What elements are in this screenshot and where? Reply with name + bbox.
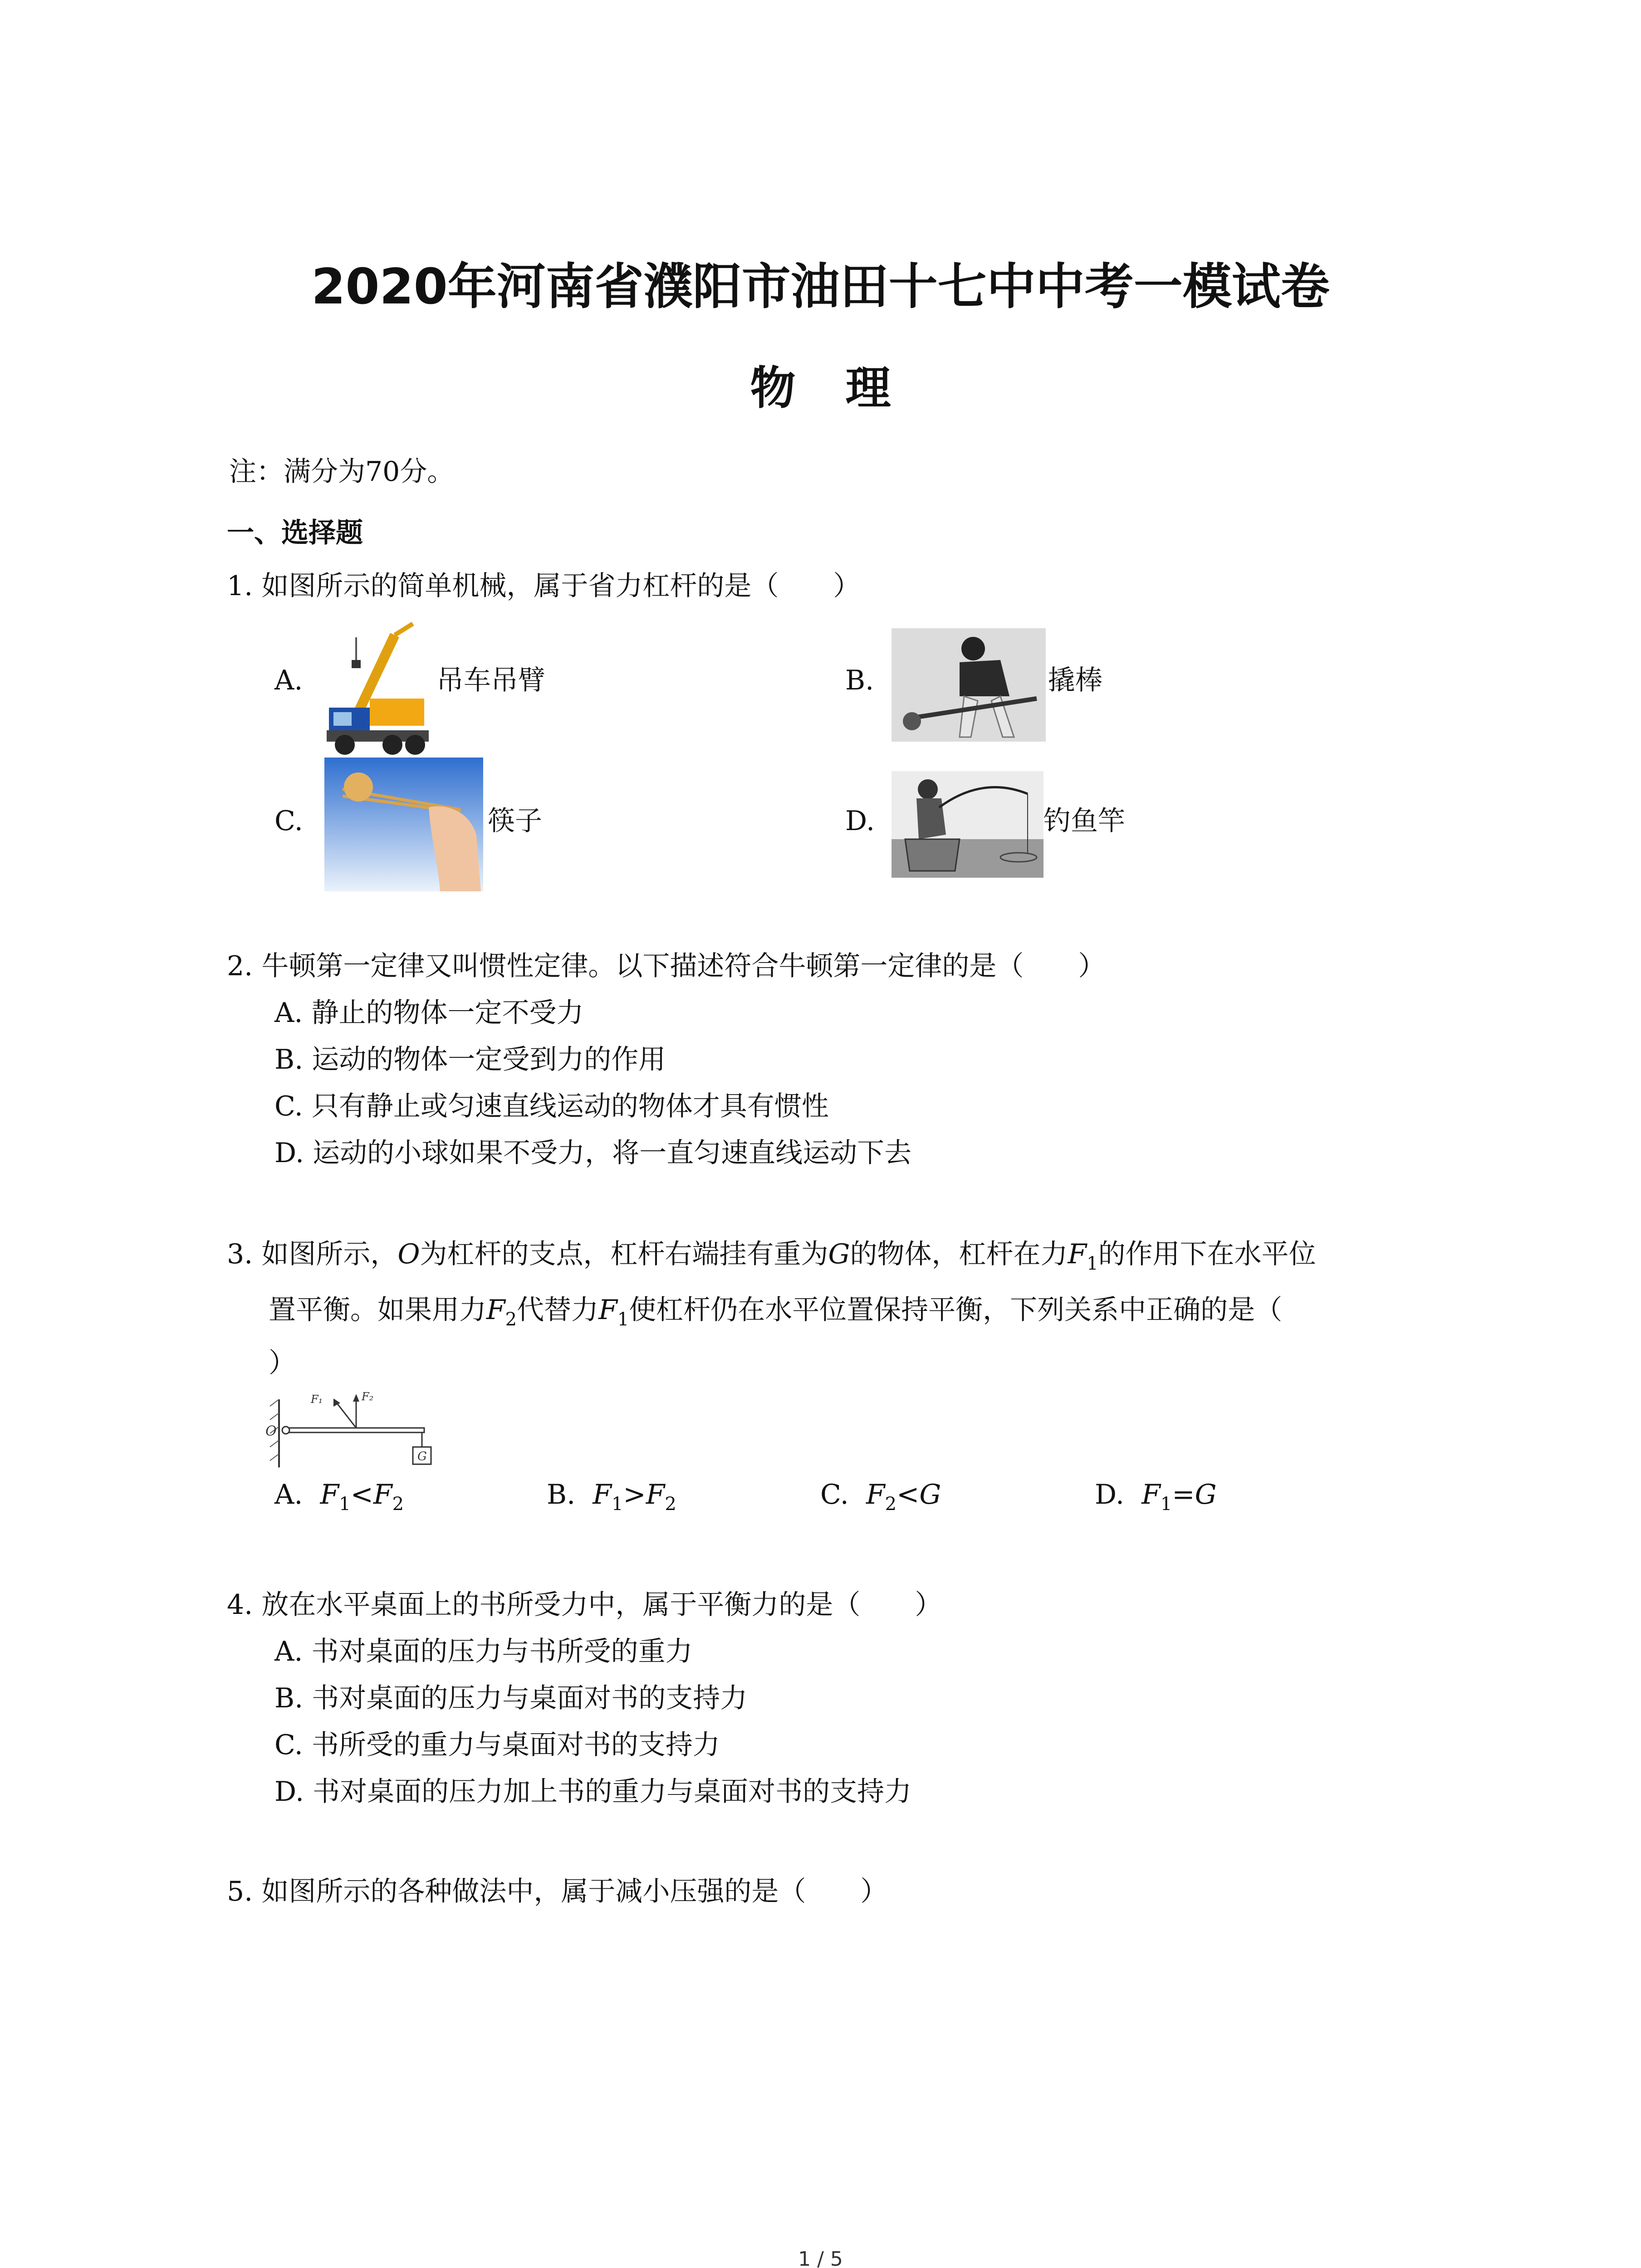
q3-line-1: 3. 如图所示，O为杠杆的支点，杠杆右端挂有重为G的物体，杠杆在力$F_1$的作用下在水平位 [227, 1238, 1316, 1274]
q2-option-d: D. 运动的小球如果不受力，将一直匀速直线运动下去 [274, 1137, 912, 1169]
q3-line-2: 置平衡。如果用力$F_2$代替力$F_1$使杠杆仍在水平位置保持平衡，下列关系中正确的是（ [269, 1294, 1283, 1330]
score-note: 注：满分为70分。 [229, 456, 455, 488]
q1-option-c-letter: C. [274, 805, 303, 837]
q1-option-b-text: 撬棒 [1048, 665, 1102, 696]
q4-option-c: C. 书所受的重力与桌面对书的支持力 [274, 1729, 720, 1761]
q2-option-b: B. 运动的物体一定受到力的作用 [274, 1044, 666, 1075]
chopsticks-image [324, 758, 483, 891]
section-heading: 一、选择题 [227, 517, 363, 549]
q3-option-d: D. $F_1=G$ [1095, 1479, 1217, 1515]
q1-option-b-letter: B. [845, 665, 874, 696]
lever-label-g: G [417, 1450, 427, 1463]
q4-option-a: A. 书对桌面的压力与书所受的重力 [274, 1636, 693, 1667]
q2-option-c: C. 只有静止或匀速直线运动的物体才具有惯性 [274, 1090, 829, 1122]
q1-option-d-text: 钓鱼竿 [1043, 805, 1125, 837]
q4-option-b: B. 书对桌面的压力与桌面对书的支持力 [274, 1682, 748, 1714]
q3-option-a: A. $F_1<F_2$ [274, 1479, 404, 1515]
q2-stem: 2. 牛顿第一定律又叫惯性定律。以下描述符合牛顿第一定律的是（ ） [227, 950, 1106, 982]
q4-option-d: D. 书对桌面的压力加上书的重力与桌面对书的支持力 [274, 1776, 912, 1808]
q5-stem: 5. 如图所示的各种做法中，属于减小压强的是（ ） [227, 1876, 888, 1907]
q3-option-c: C. $F_2<G$ [820, 1479, 941, 1515]
q1-option-a-letter: A. [274, 665, 303, 696]
subject-title: 物理 [750, 362, 941, 415]
q3-option-b: B. $F_1>F_2$ [547, 1479, 676, 1515]
q2-option-a: A. 静止的物体一定不受力 [274, 997, 584, 1029]
page-title: 2020年河南省濮阳市油田十七中中考一模试卷 [311, 259, 1330, 315]
fishing-rod-image [892, 771, 1043, 878]
lever-label-f2: F₂ [362, 1390, 374, 1403]
q1-option-a-text: 吊车吊臂 [436, 665, 545, 696]
q1-stem: 1. 如图所示的简单机械，属于省力杠杆的是（ ） [227, 570, 861, 602]
q3-line-3: ） [269, 1347, 296, 1379]
crowbar-image [892, 628, 1046, 742]
q1-option-c-text: 筷子 [488, 805, 542, 837]
page-number: 1 / 5 [798, 2248, 843, 2268]
crane-image [324, 621, 438, 758]
lever-label-f1: F₁ [311, 1393, 323, 1406]
lever-diagram [265, 1390, 440, 1472]
q4-stem: 4. 放在水平桌面上的书所受力中，属于平衡力的是（ ） [227, 1589, 942, 1621]
lever-label-o: O [265, 1423, 277, 1439]
q1-option-d-letter: D. [845, 805, 875, 837]
